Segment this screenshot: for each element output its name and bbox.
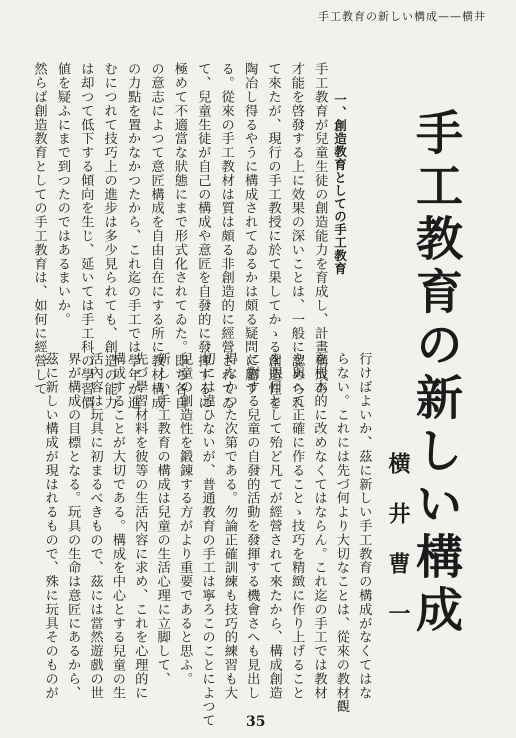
lower-text-column-14: 界が構成の目標となる。玩具の生命は意匠にあるから、 (65, 352, 81, 700)
upper-text-column-13: 然らば創造教育としての手工教育は、如何に經營して (31, 62, 47, 396)
lower-text-column-10: 新しい手工教育の構成は兒童の生活心理に立脚して、 (154, 352, 170, 686)
article-title: 手工教育の新しい構成 (408, 108, 463, 638)
upper-text-column-2: 才能を啓發する上に效果の深いことは、一般に認められ (288, 62, 304, 410)
lower-text-column-8: 切には違ひないが、普通教育の手工は寧ろこのことによつて (199, 352, 215, 728)
lower-text-column-7: 得なかつた次第である。勿論正確訓練も技巧的練習も大 (221, 352, 237, 700)
author-name: 横井曹一 (385, 452, 411, 652)
lower-text-column-3: を根本的に改めなくてはならん。これ迄の手工では教材 (311, 352, 327, 700)
upper-text-column-7: 極めて不適當な狀態にまで形式化されてゐた。即ち各自 (171, 62, 187, 410)
lower-text-column-11: 先づ學習材料を彼等の生活內容に求め、これを心理的に (132, 352, 148, 700)
upper-text-column-9: の力點を置かなかつたから、これ迄の手工では學年が進 (125, 62, 141, 410)
lower-text-column-13: 活內容は玩具に初まるべきもので、茲には當然遊戲の世 (87, 352, 103, 700)
lower-text-column-12: 構成することが大切である。構成を中心とする兒童の生 (109, 352, 125, 700)
upper-text-column-10: むにつれて技巧上の進步は多少見られても、創造の能力 (101, 62, 117, 410)
page-number: 35 (246, 714, 266, 730)
upper-text-column-6: て、兒童生徒が自己の構成や意匠を自發的に發揮するに (195, 62, 211, 410)
upper-text-column-8: の意志によつて意匠構成を自由自在にする所に教材構成 (148, 62, 164, 410)
lower-text-column-1: 行けばよいか、茲に新しい手工教育の構成がなくてはな (356, 352, 372, 700)
upper-text-column-12: 値を疑ふにまで到つたのではあるまいか。 (54, 62, 70, 327)
upper-text-column-5: る。從來の手工教材は質は頗る非創造的に經營されてゐ (218, 62, 234, 410)
running-head: 手工教育の新しい構成——横井 (318, 10, 486, 23)
upper-text-column-3: て來たが、現行の手工教授に於て果してかゝる創造性を (265, 62, 281, 410)
upper-text-column-1: 手工教育が兒童生徒の創造能力を育成し、計畫構成の (312, 62, 328, 396)
lower-text-column-9: 兒童の創造性を鍛錬する方がより重要であると思ふ。 (177, 352, 193, 686)
section-heading: 一、創造教育としての手工教育 (332, 93, 348, 275)
lower-text-column-5: を眼目として殆ど凡てが經營されて來たから、構成創造 (266, 352, 282, 700)
upper-text-column-11: は却つて低下する傾向を生じ、延いては手工科の學習價 (78, 62, 94, 410)
lower-text-column-15: 茲に新しい構成が現はれるもので、殊に玩具そのものが (42, 352, 58, 700)
lower-text-column-4: を與へて正確に作ることゝ技巧を精緻に作り上げること (289, 352, 305, 700)
lower-text-column-2: らない。これには先づ何より大切なことは、從來の教材觀 (333, 352, 349, 714)
lower-text-column-6: に對する兒童の自發的活動を發揮する機會さへも見出し (244, 352, 260, 700)
upper-text-column-4: 陶冶し得るやうに構成されてゐるかは頗る疑問に屬す (242, 62, 258, 396)
